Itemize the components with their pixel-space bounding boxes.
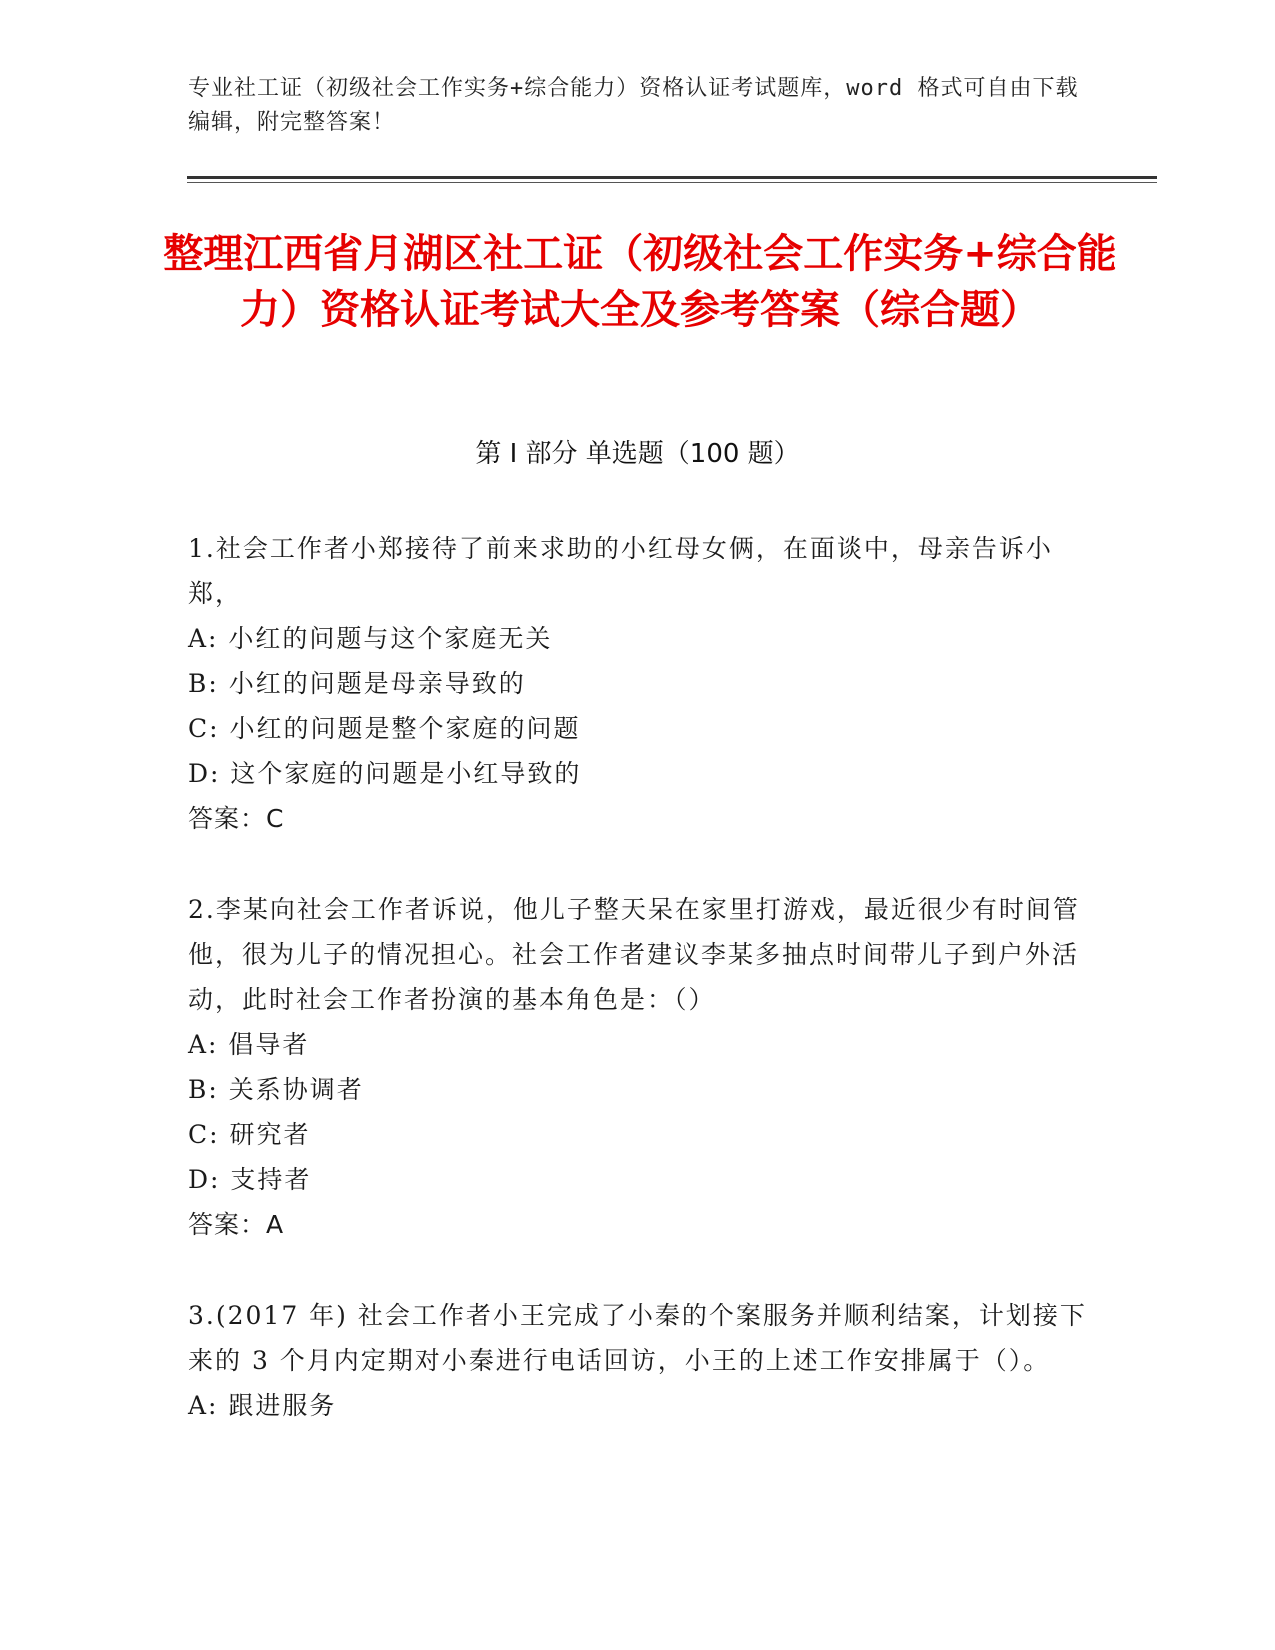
header-divider-thin	[187, 182, 1157, 183]
answer: 答案：A	[188, 1210, 285, 1239]
option-c: C: 研究者	[188, 1120, 311, 1149]
question-stem: 3.(2017 年) 社会工作者小王完成了小秦的个案服务并顺利结案，计划接下来的 3 个月内定期对小秦进行电话回访，小王的上述工作安排属于（）。	[188, 1301, 1087, 1375]
answer: 答案：C	[188, 804, 285, 833]
option-c: C: 小红的问题是整个家庭的问题	[188, 714, 581, 743]
option-a: A: 小红的问题与这个家庭无关	[188, 624, 553, 653]
header-note: 专业社工证（初级社会工作实务+综合能力）资格认证考试题库，word 格式可自由下载编辑，附完整答案！	[188, 76, 1079, 135]
document-title: 整理江西省月湖区社工证（初级社会工作实务+综合能力）资格认证考试大全及参考答案（综合题）	[163, 231, 1117, 333]
question-list	[188, 526, 1088, 1474]
question-1	[188, 526, 1088, 841]
question-stem: 2.李某向社会工作者诉说，他儿子整天呆在家里打游戏，最近很少有时间管他，很为儿子的情况担心。社会工作者建议李某多抽点时间带儿子到户外活动，此时社会工作者扮演的基本角色是：（）	[188, 895, 1080, 1014]
option-a: A: 跟进服务	[188, 1391, 337, 1420]
question-2	[188, 887, 1088, 1247]
question-stem: 1.社会工作者小郑接待了前来求助的小红母女俩，在面谈中，母亲告诉小郑，	[188, 534, 1053, 608]
option-a: A: 倡导者	[188, 1030, 310, 1059]
question-3	[188, 1293, 1088, 1428]
option-d: D: 这个家庭的问题是小红导致的	[188, 759, 582, 788]
option-d: D: 支持者	[188, 1165, 312, 1194]
option-b: B: 小红的问题是母亲导致的	[188, 669, 526, 698]
option-b: B: 关系协调者	[188, 1075, 364, 1104]
section-heading: 第 I 部分 单选题（100 题）	[475, 439, 800, 469]
header-divider-thick	[187, 176, 1157, 179]
